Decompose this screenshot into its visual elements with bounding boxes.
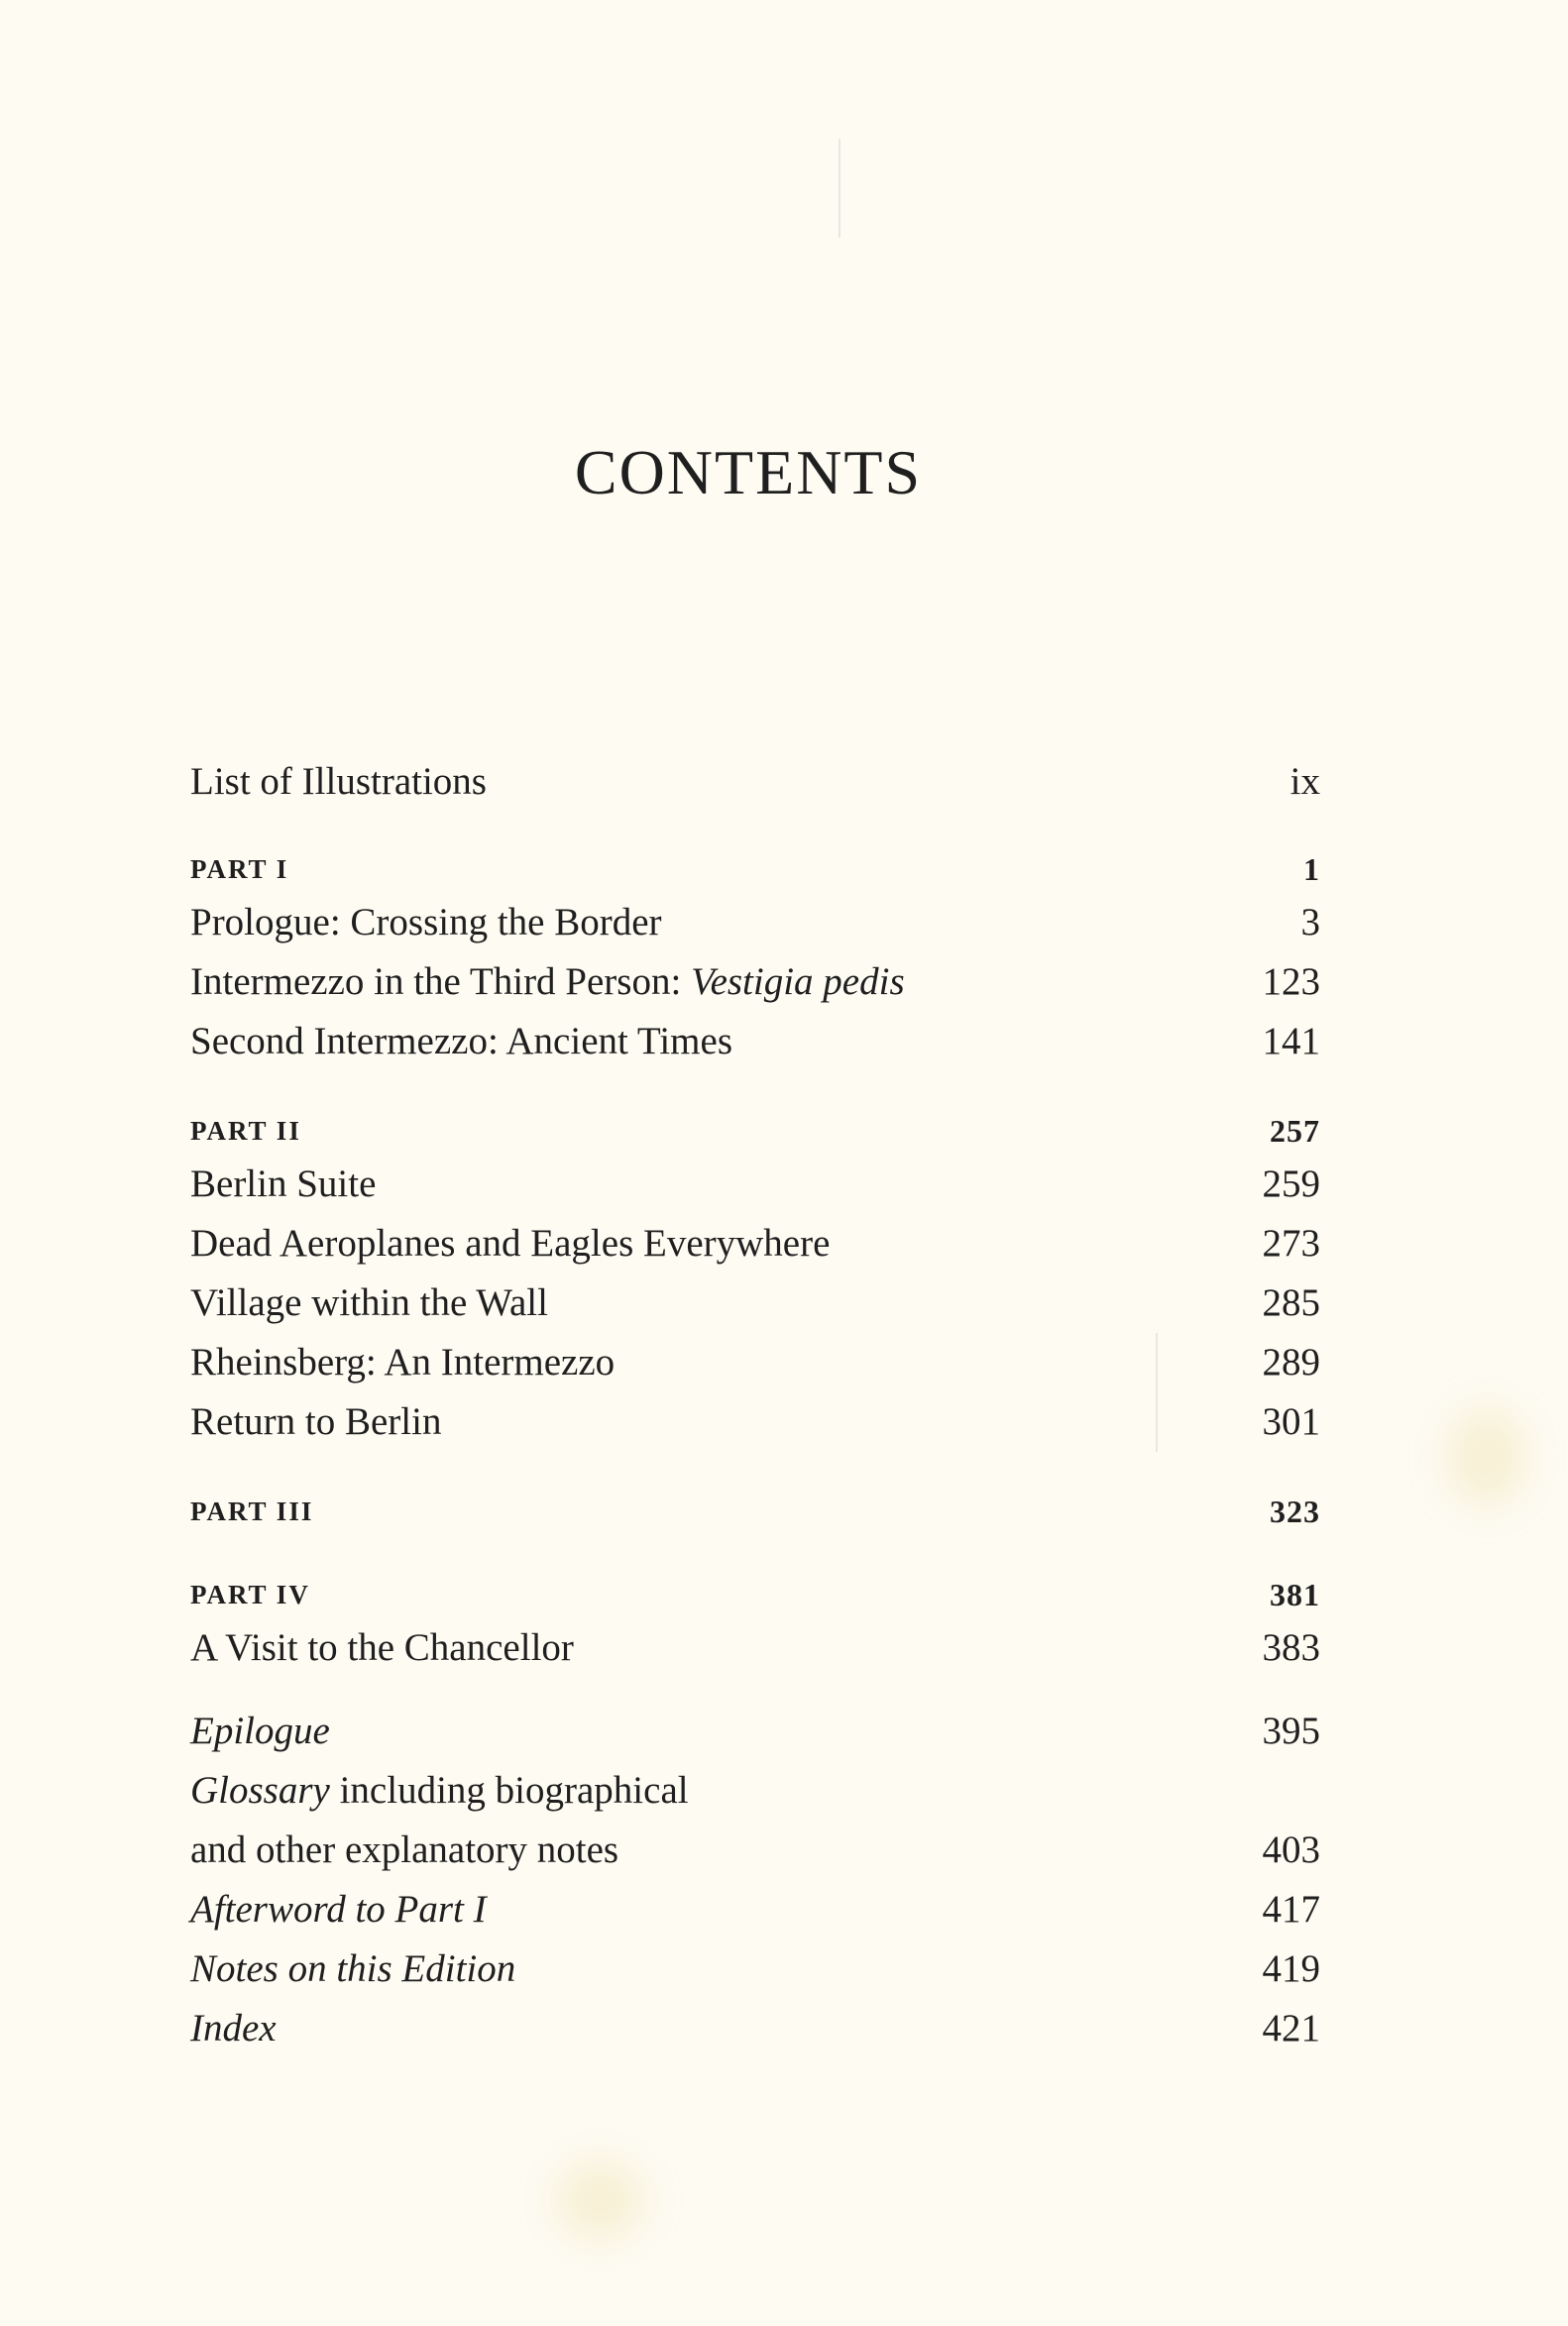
page-crease: [839, 139, 840, 238]
toc-part-1-heading[interactable]: [190, 840, 1320, 898]
toc-entry[interactable]: [190, 1393, 1320, 1451]
toc-entry-label: [190, 953, 905, 1011]
toc-entry-label: Dead Aeroplanes and Eagles Everywhere: [190, 1222, 831, 1265]
toc-page-number: ix: [1289, 760, 1320, 803]
toc-entry-glossary-continued[interactable]: [190, 1822, 1320, 1879]
toc-entry-label: [190, 1762, 689, 1820]
toc-page-number: 403: [1262, 1828, 1320, 1871]
toc-entry[interactable]: [190, 894, 1320, 951]
toc-entry-index[interactable]: [190, 2000, 1320, 2057]
toc-entry-notes[interactable]: [190, 1940, 1320, 1998]
toc-page-number: 419: [1262, 1947, 1320, 1990]
toc-page-number: 1: [1303, 851, 1320, 887]
toc-entry[interactable]: [190, 1334, 1320, 1391]
toc-entry-label-roman: including biographical: [329, 1769, 689, 1812]
toc-page-number: 417: [1262, 1888, 1320, 1931]
toc-entry[interactable]: [190, 1013, 1320, 1070]
toc-entry-label: and other explanatory notes: [190, 1828, 619, 1871]
toc-page-number: 259: [1262, 1163, 1320, 1205]
toc-page-number: 395: [1262, 1710, 1320, 1752]
toc-entry-label: Index: [190, 2007, 277, 2049]
toc-entry-label: Berlin Suite: [190, 1163, 377, 1205]
page-stain: [1447, 1407, 1526, 1506]
toc-entry[interactable]: [190, 1215, 1320, 1273]
toc-entry-label: Village within the Wall: [190, 1281, 548, 1324]
toc-entry-label: Prologue: Crossing the Border: [190, 901, 662, 943]
toc-part-3-heading[interactable]: [190, 1483, 1320, 1540]
toc-part-label: PART III: [190, 1496, 314, 1526]
toc-part-label: PART II: [190, 1116, 301, 1146]
toc-page-number: 3: [1300, 901, 1320, 943]
toc-entry[interactable]: [190, 1274, 1320, 1332]
toc-entry-label-italic: Glossary: [190, 1769, 330, 1812]
toc-entry-glossary[interactable]: [190, 1762, 1320, 1820]
toc-entry-label: Afterword to Part I: [190, 1888, 487, 1931]
toc-entry-label: Notes on this Edition: [190, 1947, 516, 1990]
toc-page-number: 323: [1270, 1494, 1320, 1529]
toc-part-4-heading[interactable]: [190, 1566, 1320, 1623]
toc-entry-label: Epilogue: [190, 1710, 330, 1752]
toc-entry-label: Return to Berlin: [190, 1400, 442, 1443]
toc-page-number: 421: [1262, 2007, 1320, 2049]
toc-page-number: 383: [1262, 1626, 1320, 1669]
toc-entry-label-roman: Intermezzo in the Third Person:: [190, 960, 692, 1003]
page-title: CONTENTS: [574, 437, 923, 507]
toc-entry-epilogue[interactable]: [190, 1703, 1320, 1760]
toc-entry-afterword[interactable]: [190, 1881, 1320, 1938]
page-stain: [555, 2160, 644, 2240]
toc-page-number: 381: [1270, 1577, 1320, 1612]
toc-part-label: PART I: [190, 854, 289, 884]
toc-part-2-heading[interactable]: [190, 1102, 1320, 1160]
toc-entry[interactable]: [190, 953, 1320, 1011]
toc-page-number: 301: [1262, 1400, 1320, 1443]
toc-page-number: 257: [1270, 1113, 1320, 1149]
toc-entry-label-italic: Vestigia pedis: [691, 960, 905, 1003]
toc-part-label: PART IV: [190, 1580, 310, 1609]
toc-page-number: 273: [1262, 1222, 1320, 1265]
toc-entry-label: Rheinsberg: An Intermezzo: [190, 1341, 616, 1384]
toc-page-number: 285: [1262, 1281, 1320, 1324]
toc-entry-label: A Visit to the Chancellor: [190, 1626, 574, 1669]
toc-page-number: 141: [1262, 1020, 1320, 1062]
toc-page-number: 123: [1262, 960, 1320, 1003]
toc-entry-label: Second Intermezzo: Ancient Times: [190, 1020, 732, 1062]
toc-entry-label: List of Illustrations: [190, 760, 487, 803]
toc-page-number: 289: [1262, 1341, 1320, 1384]
toc-entry[interactable]: [190, 1156, 1320, 1213]
toc-entry-illustrations[interactable]: [190, 753, 1320, 811]
toc-entry[interactable]: [190, 1619, 1320, 1677]
